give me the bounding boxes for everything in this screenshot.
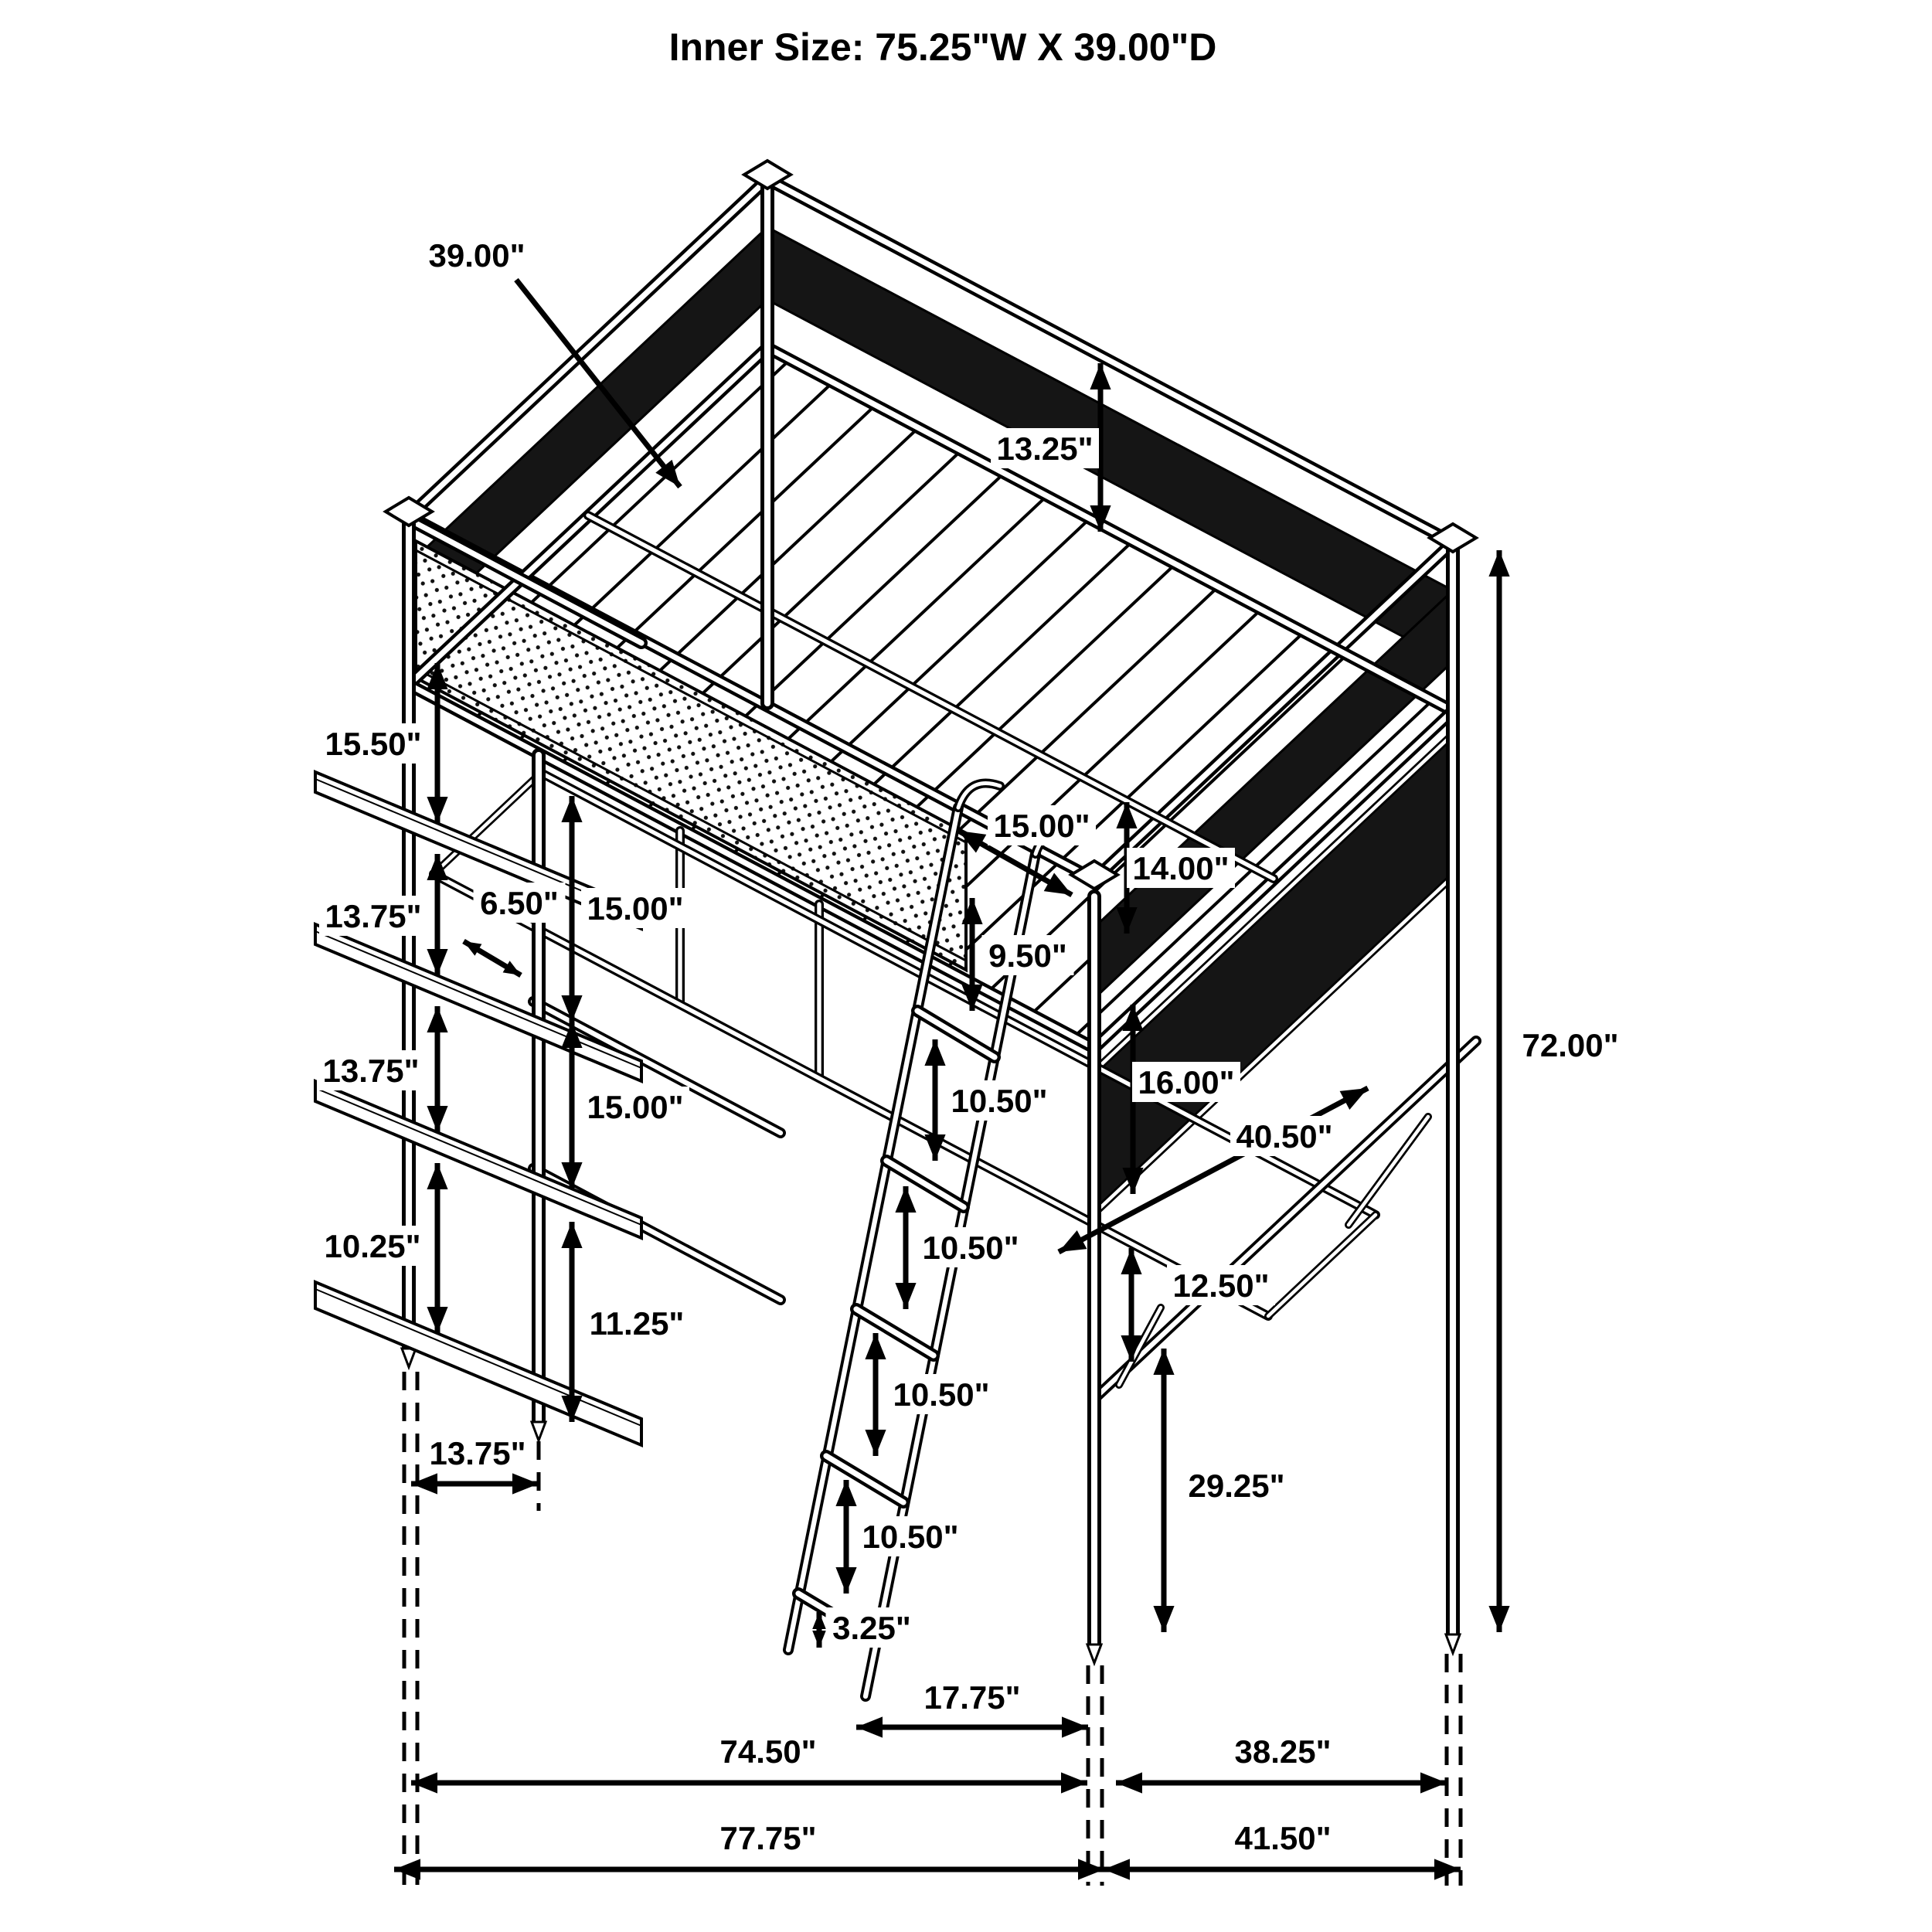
dimension-label-rail-opening: 15.00" (993, 808, 1090, 844)
dimension-label-lower-clearance: 11.25" (589, 1305, 685, 1342)
dimension-label-ladder-extension: 17.75" (923, 1679, 1021, 1716)
dimension-label-footboard-panel: 16.00" (1138, 1064, 1235, 1100)
dimension-label-ladder-step-1: 10.50" (951, 1083, 1048, 1119)
page-title: Inner Size: 75.25"W X 39.00"D (668, 26, 1217, 69)
dimension-label-guardrail-height: 13.25" (996, 430, 1094, 467)
dimension-label-ladder-step-2: 10.50" (922, 1230, 1019, 1266)
dimension-label-bottom-shelf-gap: 10.25" (324, 1228, 421, 1264)
dimension-label-overall-depth: 41.50" (1234, 1820, 1332, 1856)
dimension-label-shelf-depth: 6.50" (480, 885, 559, 921)
dimension-label-desk-clearance-2: 15.00" (587, 1089, 684, 1125)
dimension-ladder-foot (812, 1607, 917, 1648)
dimension-label-ladder-foot: 3.25" (832, 1610, 911, 1646)
dimension-label-footboard-upper: 14.00" (1132, 850, 1230, 886)
dimension-label-under-shelf-height: 29.25" (1188, 1468, 1285, 1504)
dimension-label-frame-length: 74.50" (719, 1733, 817, 1770)
dimension-label-ladder-step-3: 10.50" (893, 1376, 990, 1413)
dimension-label-mattress-depth: 39.00" (428, 237, 526, 274)
dimension-label-top-shelf-gap: 15.50" (325, 726, 422, 762)
dimension-label-shelf-gap-2: 13.75" (322, 1053, 420, 1089)
dimension-label-total-height: 72.00" (1522, 1027, 1619, 1063)
dimension-label-ladder-top-step: 9.50" (988, 937, 1067, 974)
dimension-label-desk-clearance-1: 15.00" (587, 890, 684, 927)
dimension-label-shelf-gap-1: 13.75" (325, 898, 422, 934)
dimension-label-end-depth-inner: 38.25" (1234, 1733, 1332, 1770)
dimension-label-overall-length: 77.75" (719, 1820, 817, 1856)
dimension-shelf-width (411, 1433, 539, 1495)
dimension-label-shelf-width: 13.75" (429, 1435, 526, 1471)
dimension-label-ladder-step-4: 10.50" (862, 1519, 959, 1555)
dimension-label-shelf-clearance: 12.50" (1172, 1267, 1270, 1304)
dimension-label-desk-length: 40.50" (1236, 1118, 1333, 1155)
